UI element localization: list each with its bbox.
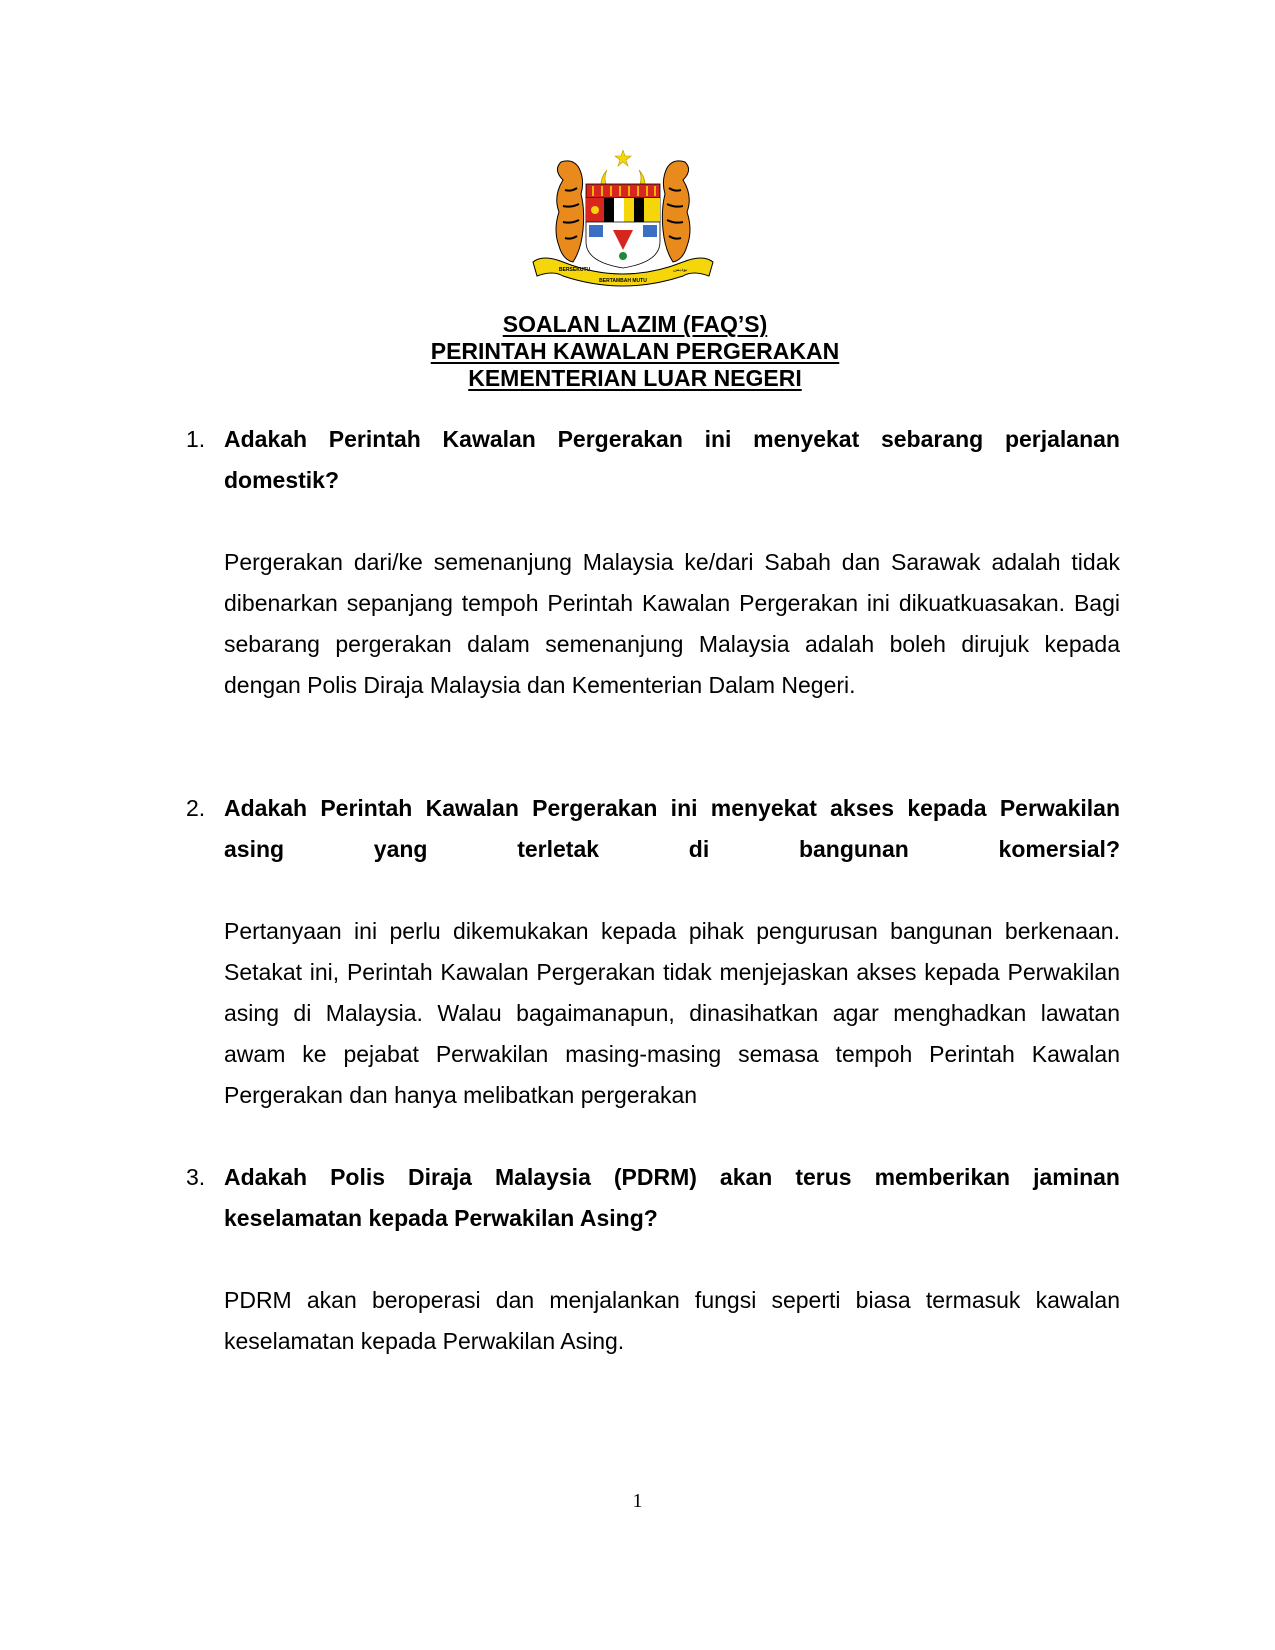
faq-question: Adakah Perintah Kawalan Pergerakan ini menyekat sebarang perjalanan domestik? (224, 426, 1120, 493)
faq-item (186, 1157, 1120, 1362)
motto-left-text: BERSEKUTU (559, 267, 591, 273)
document-title (0, 311, 1275, 391)
faq-question: Adakah Polis Diraja Malaysia (PDRM) akan terus memberikan jaminan keselamatan kepada Perwakilan Asing? (224, 1164, 1120, 1231)
faq-number: 1. (186, 426, 206, 452)
faq-item (186, 419, 1120, 706)
motto-center-text: BERTAMBAH MUTU (599, 278, 647, 284)
faq-answer: Pergerakan dari/ke semenanjung Malaysia ke/dari Sabah dan Sarawak adalah tidak dibenarkan sepanjang tempoh Perintah Kawalan Pergerakan ini dikuatkuasakan. Bagi sebarang pergerakan dalam semenanjung Malaysia adalah boleh dirujuk kepada dengan Polis Diraja Malaysia dan Kementerian Dalam Negeri. (224, 549, 1120, 698)
motto-right-text: بوديمن (673, 267, 688, 273)
title-line-1: SOALAN LAZIM (FAQ’S) (502, 311, 768, 337)
faq-item (186, 788, 1120, 1116)
faq-answer: Pertanyaan ini perlu dikemukakan kepada pihak pengurusan bangunan berkenaan. Setakat ini, Perintah Kawalan Pergerakan tidak menjejaskan akses kepada Perwakilan asing di Malaysia. Walau bagaimanapun, dinasihatkan agar menghadkan lawatan awam ke pejabat Perwakilan masing-masing semasa tempoh Perintah Kawalan Pergerakan dan hanya melibatkan pergerakan (224, 918, 1120, 1108)
faq-number: 3. (186, 1164, 206, 1190)
faq-answer: PDRM akan beroperasi dan menjalankan fungsi seperti biasa termasuk kawalan keselamatan kepada Perwakilan Asing. (224, 1287, 1120, 1354)
coat-of-arms-emblem (523, 150, 723, 290)
faq-question: Adakah Perintah Kawalan Pergerakan ini menyekat akses kepada Perwakilan asing yang terletak di bangunan komersial? (224, 795, 1120, 862)
title-line-3: KEMENTERIAN LUAR NEGERI (468, 365, 802, 391)
page-number: 1 (632, 1490, 643, 1512)
title-line-2: PERINTAH KAWALAN PERGERAKAN (430, 338, 840, 364)
faq-number: 2. (186, 795, 206, 821)
